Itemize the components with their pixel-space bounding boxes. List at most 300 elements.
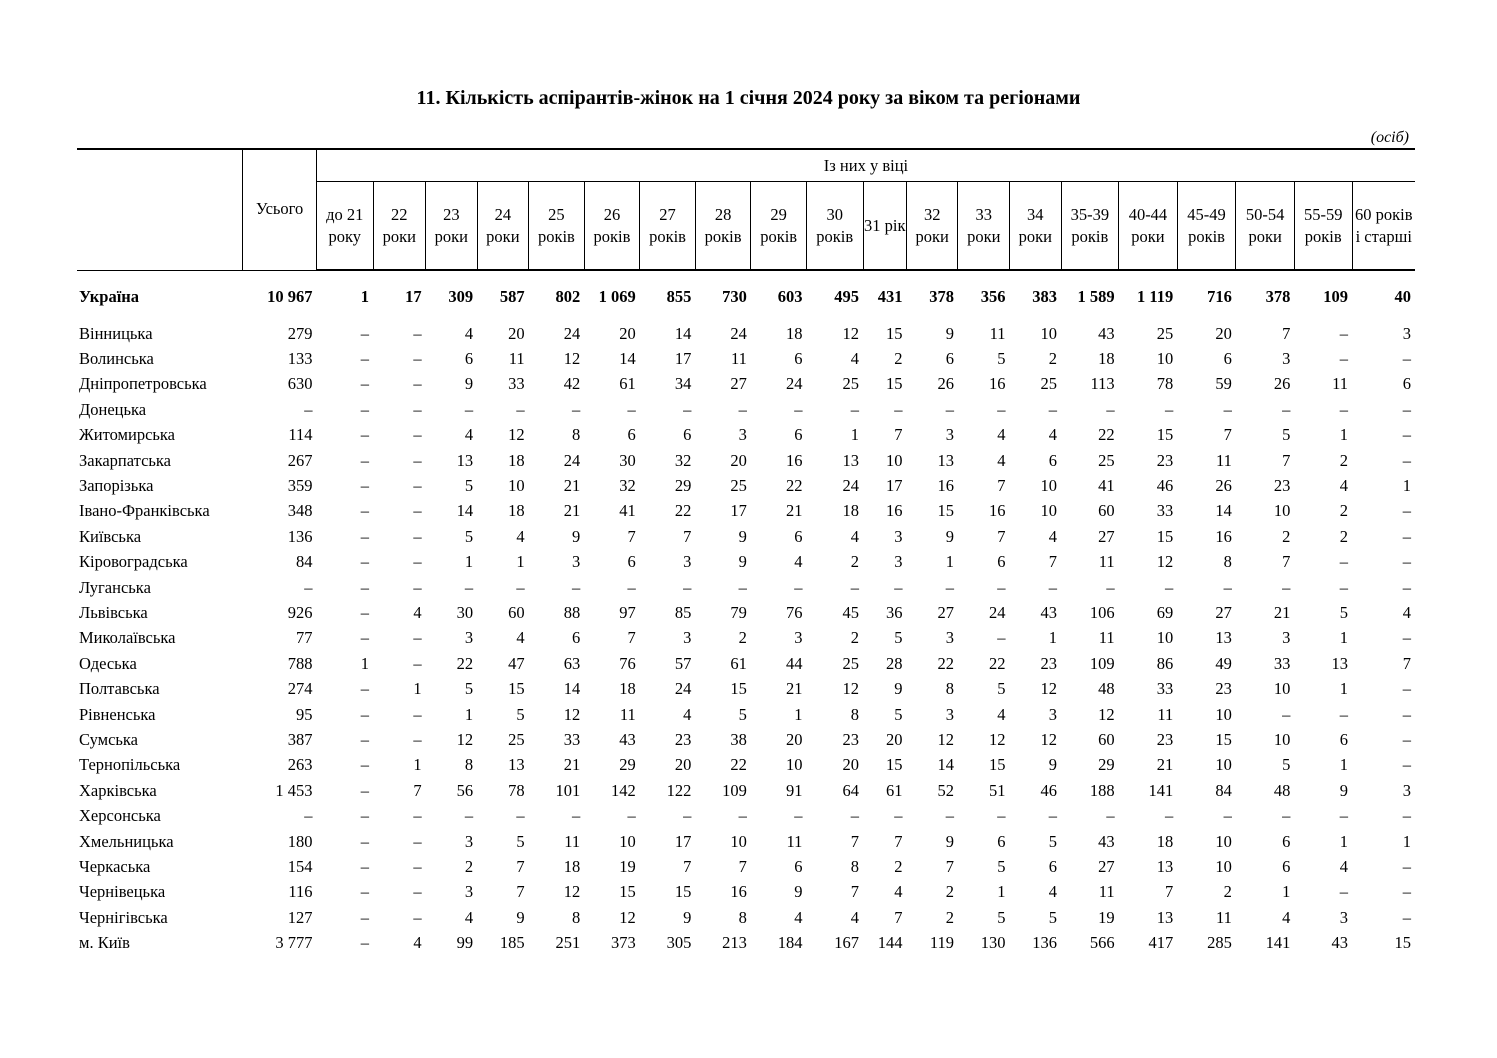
region-header-cell	[77, 149, 243, 270]
value-cell: 12	[1040, 729, 1058, 749]
table-row	[77, 880, 1415, 905]
value-cell: 2	[894, 856, 903, 876]
value-cell: 8	[571, 425, 581, 445]
value-cell: 19	[1098, 907, 1115, 927]
value-cell: 18	[1156, 831, 1174, 851]
value-cell: 33	[508, 374, 525, 394]
value-cell: 10	[1215, 704, 1232, 724]
table-row	[77, 651, 1415, 676]
total-cell: 84	[295, 552, 313, 572]
value-cell: 22	[1098, 425, 1115, 445]
value-cell: 4	[1339, 856, 1349, 876]
value-cell: 2	[1048, 349, 1058, 369]
region-name: Закарпатська	[79, 450, 172, 470]
value-cell: 63	[563, 653, 581, 673]
value-cell: 12	[563, 704, 581, 724]
total-cell: 10 967	[267, 287, 313, 306]
value-cell: 4	[1282, 907, 1291, 927]
table-row	[77, 524, 1415, 549]
value-cell: 13	[508, 755, 525, 775]
value-cell: –	[1106, 399, 1115, 419]
value-cell: 25	[842, 374, 860, 394]
value-cell: 4	[516, 526, 525, 546]
value-cell: –	[1402, 425, 1411, 445]
value-cell: –	[738, 399, 747, 419]
age-header: 22 роки	[373, 182, 426, 271]
value-cell: –	[413, 552, 422, 572]
value-cell: 4	[850, 349, 860, 369]
value-cell: –	[794, 399, 803, 419]
total-header: Усього	[243, 149, 317, 270]
value-cell: 43	[619, 729, 636, 749]
region-name: Київська	[79, 526, 142, 546]
value-cell: 373	[611, 933, 636, 953]
value-cell: –	[1048, 806, 1058, 826]
value-cell: –	[360, 399, 370, 419]
total-cell: 133	[287, 349, 313, 369]
total-cell: 267	[287, 450, 313, 470]
value-cell: 25	[508, 729, 525, 749]
value-cell: –	[1282, 806, 1291, 826]
table-body	[77, 270, 1415, 956]
value-cell: 52	[937, 780, 954, 800]
value-cell: 17	[885, 476, 903, 496]
value-cell: 3	[1402, 780, 1411, 800]
value-cell: 106	[1089, 602, 1115, 622]
total-cell: 154	[287, 856, 313, 876]
value-cell: 5	[464, 476, 474, 496]
value-cell: 1	[945, 552, 954, 572]
value-cell: 7	[1048, 552, 1058, 572]
value-cell: –	[1339, 552, 1349, 572]
region-name: Харківська	[79, 780, 157, 800]
value-cell: 26	[937, 374, 954, 394]
value-cell: 587	[499, 287, 525, 306]
value-cell: 85	[674, 602, 692, 622]
value-cell: 10	[1156, 349, 1174, 369]
value-cell: –	[360, 374, 370, 394]
value-cell: –	[413, 806, 422, 826]
table-row	[77, 372, 1415, 397]
value-cell: 6	[794, 526, 803, 546]
value-cell: –	[945, 806, 954, 826]
value-cell: 10	[1040, 476, 1058, 496]
total-row	[77, 284, 1415, 310]
age-header: 30 років	[806, 182, 863, 271]
value-cell: 20	[842, 755, 860, 775]
value-cell: 5	[894, 628, 903, 648]
value-cell: 5	[1048, 831, 1058, 851]
value-cell: –	[1164, 399, 1174, 419]
value-cell: 20	[885, 729, 903, 749]
value-cell: 9	[683, 907, 692, 927]
value-cell: –	[413, 399, 422, 419]
age-header: 32 роки	[906, 182, 958, 271]
value-cell: –	[464, 806, 474, 826]
value-cell: 27	[1215, 602, 1232, 622]
value-cell: –	[850, 806, 860, 826]
value-cell: 4	[683, 704, 692, 724]
table-row	[77, 930, 1415, 955]
table-row	[77, 829, 1415, 854]
value-cell: 47	[508, 653, 525, 673]
value-cell: –	[1339, 577, 1349, 597]
value-cell: –	[360, 476, 370, 496]
region-name: Волинська	[79, 349, 154, 369]
value-cell: –	[413, 831, 422, 851]
value-cell: 24	[674, 679, 692, 699]
value-cell: 22	[730, 755, 747, 775]
statistics-table	[77, 148, 1415, 956]
value-cell: 38	[730, 729, 747, 749]
value-cell: 3	[738, 425, 747, 445]
value-cell: 2	[738, 628, 747, 648]
value-cell: 11	[508, 349, 525, 369]
value-cell: 4	[1048, 425, 1058, 445]
value-cell: 431	[877, 287, 903, 306]
total-cell: 180	[287, 831, 313, 851]
value-cell: 1 069	[598, 287, 636, 306]
value-cell: 730	[722, 287, 747, 306]
value-cell: 4	[997, 450, 1006, 470]
value-cell: 7	[1402, 653, 1411, 673]
value-cell: 16	[937, 476, 954, 496]
age-header: 55-59 років	[1294, 182, 1352, 271]
value-cell: 2	[464, 856, 474, 876]
value-cell: 10	[1040, 501, 1058, 521]
value-cell: 1	[1282, 882, 1291, 902]
value-cell: 97	[619, 602, 636, 622]
total-cell: 136	[287, 526, 313, 546]
value-cell: 6	[997, 831, 1006, 851]
table-row	[77, 550, 1415, 575]
value-cell: –	[1402, 806, 1411, 826]
value-cell: 24	[842, 476, 860, 496]
value-cell: 11	[619, 704, 636, 724]
value-cell: 21	[1273, 602, 1291, 622]
value-cell: 167	[834, 933, 860, 953]
value-cell: 3	[945, 425, 954, 445]
value-cell: –	[1164, 577, 1174, 597]
region-name: м. Київ	[79, 933, 130, 953]
value-cell: –	[1402, 577, 1411, 597]
value-cell: 5	[997, 679, 1006, 699]
value-cell: 11	[1098, 628, 1115, 648]
value-cell: 6	[627, 425, 636, 445]
value-cell: 4	[464, 907, 474, 927]
value-cell: 18	[508, 450, 525, 470]
value-cell: 7	[683, 526, 692, 546]
region-name: Кіровоградська	[79, 552, 188, 572]
value-cell: 5	[464, 679, 474, 699]
value-cell: –	[413, 729, 422, 749]
value-cell: 59	[1215, 374, 1232, 394]
value-cell: 9	[738, 552, 747, 572]
value-cell: 32	[674, 450, 692, 470]
value-cell: 119	[929, 933, 954, 953]
total-cell: 926	[287, 602, 313, 622]
age-header: 45-49 років	[1177, 182, 1236, 271]
age-header: 23 роки	[426, 182, 478, 271]
region-name: Одеська	[79, 653, 137, 673]
value-cell: 3	[1282, 349, 1291, 369]
value-cell: –	[1106, 806, 1115, 826]
region-name: Луганська	[79, 577, 151, 597]
value-cell: 285	[1207, 933, 1232, 953]
value-cell: 4	[894, 882, 903, 902]
value-cell: 9	[945, 526, 954, 546]
table-row	[77, 702, 1415, 727]
value-cell: 1	[413, 755, 422, 775]
value-cell: 12	[563, 349, 581, 369]
value-cell: 10	[885, 450, 903, 470]
value-cell: 27	[730, 374, 747, 394]
value-cell: 6	[997, 552, 1006, 572]
value-cell: 6	[1282, 831, 1291, 851]
region-name: Івано-Франківська	[79, 501, 210, 521]
value-cell: –	[1339, 349, 1349, 369]
value-cell: 2	[850, 628, 860, 648]
value-cell: –	[360, 602, 370, 622]
value-cell: 184	[777, 933, 803, 953]
value-cell: –	[360, 349, 370, 369]
value-cell: –	[945, 577, 954, 597]
value-cell: –	[360, 780, 370, 800]
value-cell: 142	[611, 780, 636, 800]
value-cell: 49	[1215, 653, 1232, 673]
value-cell: –	[1282, 577, 1291, 597]
total-cell: –	[304, 399, 313, 419]
value-cell: 14	[563, 679, 581, 699]
value-cell: –	[1402, 349, 1411, 369]
value-cell: 18	[785, 323, 803, 343]
value-cell: 1	[1402, 476, 1411, 496]
value-cell: 566	[1089, 933, 1115, 953]
value-cell: 61	[619, 374, 636, 394]
value-cell: 33	[563, 729, 581, 749]
value-cell: 6	[945, 349, 954, 369]
value-cell: –	[413, 425, 422, 445]
value-cell: –	[997, 628, 1006, 648]
value-cell: –	[1282, 399, 1291, 419]
value-cell: 18	[508, 501, 525, 521]
value-cell: 13	[1215, 628, 1232, 648]
value-cell: 144	[877, 933, 903, 953]
value-cell: 716	[1207, 287, 1232, 306]
value-cell: 12	[842, 323, 860, 343]
value-cell: –	[413, 501, 422, 521]
value-cell: 20	[508, 323, 525, 343]
value-cell: 1	[464, 552, 474, 572]
value-cell: 1	[997, 882, 1006, 902]
value-cell: 7	[1164, 882, 1174, 902]
value-cell: 23	[1156, 450, 1174, 470]
value-cell: –	[1339, 882, 1349, 902]
value-cell: 29	[1098, 755, 1115, 775]
value-cell: 3	[945, 628, 954, 648]
value-cell: 11	[1332, 374, 1349, 394]
value-cell: 109	[1089, 653, 1115, 673]
value-cell: 32	[619, 476, 636, 496]
value-cell: 16	[1215, 526, 1232, 546]
value-cell: 5	[1282, 425, 1291, 445]
value-cell: 13	[1331, 653, 1349, 673]
value-cell: 23	[1156, 729, 1174, 749]
value-cell: –	[945, 399, 954, 419]
value-cell: 11	[1157, 704, 1174, 724]
table-row	[77, 423, 1415, 448]
value-cell: 5	[894, 704, 903, 724]
value-cell: 378	[1265, 287, 1291, 306]
value-cell: –	[1402, 628, 1411, 648]
value-cell: 4	[1402, 602, 1411, 622]
value-cell: 43	[1040, 602, 1058, 622]
value-cell: 21	[563, 501, 581, 521]
value-cell: 48	[1098, 679, 1115, 699]
value-cell: 6	[1223, 349, 1232, 369]
value-cell: 4	[516, 628, 525, 648]
table-row	[77, 346, 1415, 371]
value-cell: 16	[989, 374, 1006, 394]
value-cell: 1	[850, 425, 860, 445]
value-cell: 25	[1156, 323, 1174, 343]
value-cell: 1	[1339, 755, 1349, 775]
age-header: 27 років	[640, 182, 696, 271]
value-cell: 855	[666, 287, 692, 306]
value-cell: 8	[738, 907, 747, 927]
value-cell: 43	[1098, 323, 1115, 343]
table-row	[77, 499, 1415, 524]
table-row	[77, 778, 1415, 803]
value-cell: 113	[1090, 374, 1115, 394]
page-title: 11. Кількість аспірантів-жінок на 1 січня 2024 року за віком та регіонами	[416, 87, 1081, 109]
value-cell: –	[1402, 526, 1411, 546]
value-cell: 22	[674, 501, 692, 521]
value-cell: 7	[850, 831, 860, 851]
value-cell: 3	[1282, 628, 1291, 648]
value-cell: 15	[1215, 729, 1232, 749]
value-cell: 79	[730, 602, 747, 622]
value-cell: 22	[989, 653, 1006, 673]
value-cell: –	[360, 577, 370, 597]
region-name: Рівненська	[79, 704, 156, 724]
value-cell: –	[894, 577, 903, 597]
value-cell: 6	[1048, 450, 1058, 470]
value-cell: –	[997, 806, 1006, 826]
value-cell: 16	[989, 501, 1006, 521]
value-cell: 20	[1215, 323, 1232, 343]
value-cell: 27	[937, 602, 954, 622]
value-cell: 383	[1032, 287, 1058, 306]
region-name: Дніпропетровська	[79, 374, 207, 394]
value-cell: 9	[894, 679, 903, 699]
value-cell: 7	[1223, 425, 1232, 445]
value-cell: –	[683, 399, 692, 419]
value-cell: 61	[885, 780, 903, 800]
region-name: Тернопільська	[79, 755, 181, 775]
region-name: Житомирська	[79, 425, 176, 445]
value-cell: 30	[619, 450, 636, 470]
value-cell: 42	[563, 374, 581, 394]
value-cell: 60	[508, 602, 525, 622]
value-cell: 1	[413, 679, 422, 699]
value-cell: 15	[885, 374, 903, 394]
value-cell: 15	[937, 501, 954, 521]
table-row	[77, 905, 1415, 930]
value-cell: 10	[785, 755, 803, 775]
value-cell: 13	[937, 450, 954, 470]
table-row	[77, 753, 1415, 778]
value-cell: 14	[1215, 501, 1232, 521]
value-cell: –	[683, 577, 692, 597]
value-cell: 15	[885, 323, 903, 343]
value-cell: 16	[730, 882, 747, 902]
value-cell: –	[413, 476, 422, 496]
value-cell: –	[360, 425, 370, 445]
value-cell: 3	[945, 704, 954, 724]
value-cell: 19	[619, 856, 636, 876]
value-cell: 7	[997, 526, 1006, 546]
age-header: 33 роки	[958, 182, 1010, 271]
value-cell: 7	[894, 425, 903, 445]
region-name: Україна	[79, 287, 140, 306]
value-cell: –	[1402, 755, 1411, 775]
value-cell: –	[360, 323, 370, 343]
value-cell: 5	[1339, 602, 1349, 622]
value-cell: –	[627, 806, 636, 826]
value-cell: 24	[989, 602, 1006, 622]
value-cell: 57	[674, 653, 692, 673]
value-cell: –	[1223, 399, 1232, 419]
value-cell: –	[360, 882, 370, 902]
value-cell: 7	[516, 856, 525, 876]
total-cell: 387	[287, 729, 313, 749]
value-cell: 3	[1402, 323, 1411, 343]
value-cell: –	[997, 577, 1006, 597]
age-header: 28 років	[695, 182, 751, 271]
value-cell: 9	[1048, 755, 1058, 775]
value-cell: –	[1339, 399, 1349, 419]
value-cell: 495	[834, 287, 860, 306]
value-cell: 9	[464, 374, 474, 394]
value-cell: 1	[1402, 831, 1411, 851]
value-cell: 3	[464, 831, 474, 851]
age-header: 25 років	[529, 182, 585, 271]
value-cell: –	[413, 323, 422, 343]
total-cell: –	[304, 806, 313, 826]
value-cell: 86	[1156, 653, 1174, 673]
value-cell: 17	[674, 349, 692, 369]
value-cell: 10	[1040, 323, 1058, 343]
value-cell: –	[360, 729, 370, 749]
value-cell: –	[360, 704, 370, 724]
value-cell: 7	[1282, 450, 1291, 470]
value-cell: 9	[571, 526, 581, 546]
value-cell: 1 119	[1137, 287, 1174, 306]
value-cell: 2	[1339, 450, 1349, 470]
value-cell: 213	[722, 933, 747, 953]
value-cell: 4	[464, 425, 474, 445]
value-cell: 378	[929, 287, 954, 306]
value-cell: 3	[794, 628, 803, 648]
value-cell: –	[1402, 450, 1411, 470]
value-cell: –	[413, 653, 422, 673]
value-cell: 5	[997, 856, 1006, 876]
value-cell: 7	[1282, 552, 1291, 572]
value-cell: 64	[842, 780, 860, 800]
value-cell: 9	[738, 526, 747, 546]
value-cell: –	[1223, 806, 1232, 826]
